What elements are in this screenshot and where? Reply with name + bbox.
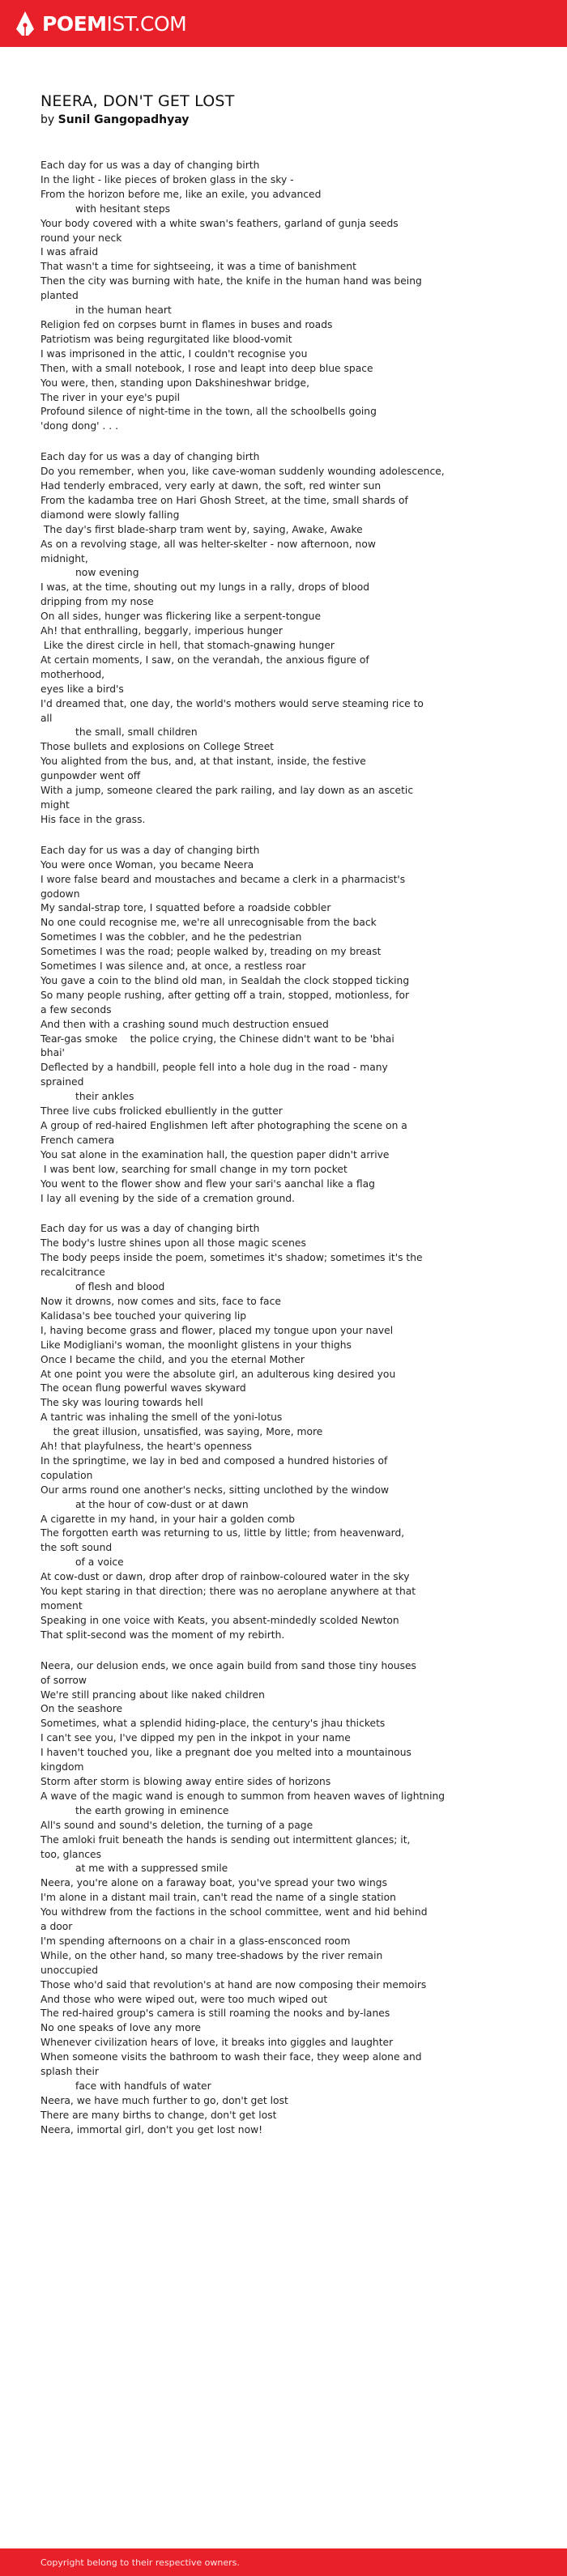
poem-line: In the light - like pieces of broken glass in the sky - bbox=[40, 173, 294, 185]
poem-line: You went to the flower show and flew your sari's aanchal like a flag bbox=[40, 1177, 375, 1190]
poem-line: That wasn't a time for sightseeing, it was a time of banishment bbox=[40, 261, 356, 273]
poem-line: Patriotism was being regurgitated like blood-vomit bbox=[40, 333, 292, 345]
poem-line: too, glances bbox=[40, 1848, 101, 1860]
poem-line: A group of red-haired Englishmen left after photographing the scene on a bbox=[40, 1120, 407, 1131]
poem-line: of a voice bbox=[40, 1556, 124, 1569]
poem-line: Whenever civilization hears of love, it breaks into giggles and laughter bbox=[40, 2037, 394, 2049]
poem-line: At cow-dust or dawn, drop after drop of rainbow-coloured water in the sky bbox=[40, 1571, 410, 1583]
poem-line: the earth growing in eminence bbox=[40, 1804, 229, 1816]
poem-line: with hesitant steps bbox=[40, 202, 171, 215]
poem-line: at the hour of cow-dust or at dawn bbox=[40, 1498, 249, 1510]
poem-line: The red-haired group's camera is still roaming the nooks and by-lanes bbox=[40, 2008, 390, 2020]
poem-line: motherhood, bbox=[40, 668, 105, 680]
poem-line: No one could recognise me, we're all unrecognisable from the back bbox=[40, 917, 377, 929]
poem-line: the soft sound bbox=[40, 1542, 113, 1554]
poem-line: Each day for us was a day of changing birth bbox=[40, 1223, 260, 1235]
poem-line: all bbox=[40, 712, 53, 724]
poem-stanza bbox=[40, 844, 528, 1207]
poem-line: French camera bbox=[40, 1134, 115, 1146]
poem-line: Neera, we have much further to go, don't get lost bbox=[40, 2094, 288, 2106]
poem-line: godown bbox=[40, 888, 80, 900]
poem-line: Had tenderly embraced, very early at dawn, the soft, red winter sun bbox=[40, 480, 382, 492]
poem-line: The body's lustre shines upon all those magic scenes bbox=[40, 1237, 306, 1250]
poem-stanza bbox=[40, 1659, 528, 2138]
poem-line: I lay all evening by the side of a cremation ground. bbox=[40, 1192, 295, 1204]
poem-line: The sky was louring towards hell bbox=[40, 1397, 203, 1409]
poem-line: might bbox=[40, 798, 70, 811]
poem-line: His face in the grass. bbox=[40, 813, 146, 825]
poem-line: Tear-gas smoke the police crying, the Chinese didn't want to be 'bhai bbox=[40, 1033, 394, 1045]
poem-line: When someone visits the bathroom to wash their face, they weep alone and bbox=[40, 2051, 422, 2063]
poem-line: You kept staring in that direction; there was no aeroplane anywhere at that bbox=[40, 1586, 416, 1598]
poem-line: the great illusion, unsatisfied, was saying, More, more bbox=[40, 1426, 323, 1438]
poem-line: On all sides, hunger was flickering like a serpent-tongue bbox=[40, 611, 322, 623]
logo-bold-part: POEM bbox=[42, 11, 107, 36]
poem-line: unoccupied bbox=[40, 1964, 99, 1976]
poem-line: The body peeps inside the poem, sometimes it's shadow; sometimes it's the bbox=[40, 1252, 423, 1264]
poem-line: Three live cubs frolicked ebulliently in the gutter bbox=[40, 1105, 283, 1118]
poem-line: Speaking in one voice with Keats, you absent-mindedly scolded Newton bbox=[40, 1614, 399, 1626]
poem-line: You sat alone in the examination hall, the question paper didn't arrive bbox=[40, 1148, 390, 1160]
poem-line: A tantric was inhaling the smell of the yoni-lotus bbox=[40, 1411, 283, 1424]
poem-line: You alighted from the bus, and, at that instant, inside, the festive bbox=[40, 756, 366, 768]
poem-line: Sometimes I was silence and, at once, a restless roar bbox=[40, 960, 306, 973]
poem-line: As on a revolving stage, all was helter-skelter - now afternoon, now bbox=[40, 538, 376, 550]
poem-line: Ah! that enthralling, beggarly, imperious hunger bbox=[40, 625, 283, 637]
poem-line: The river in your eye's pupil bbox=[40, 391, 181, 403]
poem-line: Kalidasa's bee touched your quivering lip bbox=[40, 1309, 247, 1322]
poem-line: The ocean flung powerful waves skyward bbox=[40, 1382, 246, 1394]
poem-line: dripping from my nose bbox=[40, 596, 154, 608]
poem-line: That split-second was the moment of my rebirth. bbox=[40, 1629, 285, 1641]
poem-line: I can't see you, I've dipped my pen in the inkpot in your name bbox=[40, 1732, 351, 1744]
poem-line: Deflected by a handbill, people fell into a hole dug in the road - many bbox=[40, 1062, 388, 1074]
poem-content bbox=[0, 47, 567, 2138]
poem-line: splash their bbox=[40, 2066, 99, 2078]
poem-line: Religion fed on corpses burnt in flames in buses and roads bbox=[40, 318, 333, 330]
copyright-text: Copyright belong to their respective owners. bbox=[40, 2557, 240, 2568]
poem-line: Once I became the child, and you the eternal Mother bbox=[40, 1353, 305, 1365]
poem-line: There are many births to change, don't get lost bbox=[40, 2109, 277, 2121]
poem-line: I, having become grass and flower, placed my tongue upon your navel bbox=[40, 1324, 394, 1336]
poem-line: At certain moments, I saw, on the verandah, the anxious figure of bbox=[40, 654, 369, 666]
poem-line: The forgotten earth was returning to us, little by little; from heavenward, bbox=[40, 1527, 405, 1539]
poem-line: I was imprisoned in the attic, I couldn't recognise you bbox=[40, 347, 308, 360]
poem-line: of sorrow bbox=[40, 1674, 87, 1686]
poem-line: of flesh and blood bbox=[40, 1281, 165, 1293]
poem-body bbox=[40, 159, 528, 2138]
poem-byline bbox=[40, 113, 528, 126]
poem-line: now evening bbox=[40, 567, 139, 579]
poem-line: Our arms round one another's necks, sitting unclothed by the window bbox=[40, 1484, 390, 1496]
poem-line: I was bent low, searching for small change in my torn pocket bbox=[40, 1163, 347, 1175]
poem-line: diamond were slowly falling bbox=[40, 509, 180, 521]
poem-stanza bbox=[40, 450, 528, 828]
site-logo-text bbox=[42, 12, 186, 36]
poem-line: midnight, bbox=[40, 552, 88, 564]
poem-line: copulation bbox=[40, 1469, 93, 1481]
site-logo-link[interactable] bbox=[16, 11, 186, 36]
poem-line: kingdom bbox=[40, 1761, 84, 1773]
poem-line: The day's first blade-sharp tram went by, saying, Awake, Awake bbox=[40, 523, 363, 535]
poem-line: Neera, you're alone on a faraway boat, you've spread your two wings bbox=[40, 1877, 388, 1889]
poem-line: Ah! that playfulness, the heart's openness bbox=[40, 1441, 252, 1453]
poem-line: You withdrew from the factions in the school committee, went and hid behind bbox=[40, 1906, 428, 1918]
poem-line: round your neck bbox=[40, 232, 122, 244]
poem-line: At one point you were the absolute girl, an adulterous king desired you bbox=[40, 1368, 396, 1380]
poem-line: sprained bbox=[40, 1076, 84, 1088]
poem-line: Each day for us was a day of changing birth bbox=[40, 160, 260, 171]
poem-line: Then the city was burning with hate, the knife in the human hand was being bbox=[40, 275, 422, 287]
poem-line: Do you remember, when you, like cave-woman suddenly wounding adolescence, bbox=[40, 466, 445, 478]
site-footer bbox=[0, 2548, 567, 2576]
poem-line: Profound silence of night-time in the town, all the schoolbells going bbox=[40, 406, 377, 418]
poem-line: Sometimes, what a splendid hiding-place, the century's jhau thickets bbox=[40, 1718, 386, 1730]
poem-line: You gave a coin to the blind old man, in Sealdah the clock stopped ticking bbox=[40, 974, 410, 986]
poem-line: Like Modigliani's woman, the moonlight glistens in your thighs bbox=[40, 1339, 352, 1351]
poem-line: planted bbox=[40, 290, 79, 302]
poem-line: With a jump, someone cleared the park railing, and lay down as an ascetic bbox=[40, 785, 414, 797]
poem-line: Each day for us was a day of changing birth bbox=[40, 844, 260, 856]
poem-line: A wave of the magic wand is enough to summon from heaven waves of lightning bbox=[40, 1790, 446, 1802]
poem-line: gunpowder went off bbox=[40, 770, 141, 782]
poem-line: I'd dreamed that, one day, the world's mothers would serve steaming rice to bbox=[40, 697, 424, 709]
poem-line: And those who were wiped out, were too much wiped out bbox=[40, 1993, 328, 2005]
poem-stanza bbox=[40, 1222, 528, 1642]
poem-line: Your body covered with a white swan's feathers, garland of gunja seeds bbox=[40, 217, 399, 229]
poem-line: their ankles bbox=[40, 1091, 134, 1103]
poem-title: NEERA, DON'T GET LOST bbox=[40, 92, 235, 110]
poem-line: You were, then, standing upon Dakshineshwar bridge, bbox=[40, 377, 310, 389]
poem-line: Now it drowns, now comes and sits, face to face bbox=[40, 1295, 281, 1307]
poem-line: Storm after storm is blowing away entire sides of horizons bbox=[40, 1775, 331, 1787]
poem-line: We're still prancing about like naked children bbox=[40, 1688, 265, 1701]
poem-line: the small, small children bbox=[40, 726, 198, 739]
poem-line: moment bbox=[40, 1600, 83, 1612]
site-header bbox=[0, 0, 567, 47]
poem-line: a door bbox=[40, 1921, 73, 1933]
poem-line: Each day for us was a day of changing birth bbox=[40, 451, 260, 463]
poem-line: in the human heart bbox=[40, 304, 172, 317]
poem-line: Then, with a small notebook, I rose and leapt into deep blue space bbox=[40, 362, 373, 374]
poem-line: I wore false beard and moustaches and became a clerk in a pharmacist's bbox=[40, 873, 406, 885]
poem-line: Sometimes I was the cobbler, and he the pedestrian bbox=[40, 931, 302, 943]
poem-line: My sandal-strap tore, I squatted before a roadside cobbler bbox=[40, 902, 331, 914]
poem-line: A cigarette in my hand, in your hair a golden comb bbox=[40, 1513, 296, 1525]
poem-line: I haven't touched you, like a pregnant doe you melted into a mountainous bbox=[40, 1747, 411, 1759]
poem-line: From the kadamba tree on Hari Ghosh Street, at the time, small shards of bbox=[40, 494, 408, 506]
poem-line: From the horizon before me, like an exile, you advanced bbox=[40, 188, 322, 200]
poem-line: Like the direst circle in hell, that stomach-gnawing hunger bbox=[40, 640, 335, 651]
poem-line: Those who'd said that revolution's at hand are now composing their memoirs bbox=[40, 1978, 427, 1991]
poem-line: You were once Woman, you became Neera bbox=[40, 858, 254, 871]
poem-line: In the springtime, we lay in bed and composed a hundred histories of bbox=[40, 1454, 388, 1467]
poem-line: Neera, our delusion ends, we once again build from sand those tiny houses bbox=[40, 1659, 416, 1671]
poem-line: On the seashore bbox=[40, 1703, 123, 1715]
poem-line: face with handfuls of water bbox=[40, 2080, 211, 2092]
poem-line: recalcitrance bbox=[40, 1267, 105, 1279]
poem-line: I was afraid bbox=[40, 246, 99, 258]
poem-line: All's sound and sound's deletion, the turning of a page bbox=[40, 1819, 313, 1831]
poem-stanza bbox=[40, 159, 528, 434]
poem-line: And then with a crashing sound much destruction ensued bbox=[40, 1018, 329, 1030]
poem-line: eyes like a bird's bbox=[40, 683, 124, 695]
logo-light-part: IST.COM bbox=[106, 11, 187, 36]
poem-line: at me with a suppressed smile bbox=[40, 1863, 228, 1875]
poem-line: Those bullets and explosions on College Street bbox=[40, 741, 275, 753]
poem-line: Neera, immortal girl, don't you get lost now! bbox=[40, 2123, 263, 2135]
pen-nib-icon bbox=[16, 11, 34, 36]
poem-line: a few seconds bbox=[40, 1003, 112, 1015]
poem-line: bhai' bbox=[40, 1047, 65, 1059]
poem-line: I'm spending afternoons on a chair in a glass-ensconced room bbox=[40, 1935, 351, 1947]
poem-line: No one speaks of love any more bbox=[40, 2022, 201, 2034]
author-link[interactable]: Sunil Gangopadhyay bbox=[58, 113, 190, 126]
byline-prefix: by bbox=[40, 113, 55, 126]
poem-line: So many people rushing, after getting off a train, stopped, motionless, for bbox=[40, 989, 410, 1001]
poem-line: Sometimes I was the road; people walked by, treading on my breast bbox=[40, 946, 382, 958]
poem-line: The amloki fruit beneath the hands is sending out intermittent glances; it, bbox=[40, 1833, 411, 1846]
poem-line: 'dong dong' . . . bbox=[40, 420, 118, 432]
poem-line: I was, at the time, shouting out my lungs in a rally, drops of blood bbox=[40, 581, 370, 594]
poem-line: While, on the other hand, so many tree-shadows by the river remain bbox=[40, 1949, 383, 1961]
poem-line: I'm alone in a distant mail train, can't read the name of a single station bbox=[40, 1892, 396, 1904]
